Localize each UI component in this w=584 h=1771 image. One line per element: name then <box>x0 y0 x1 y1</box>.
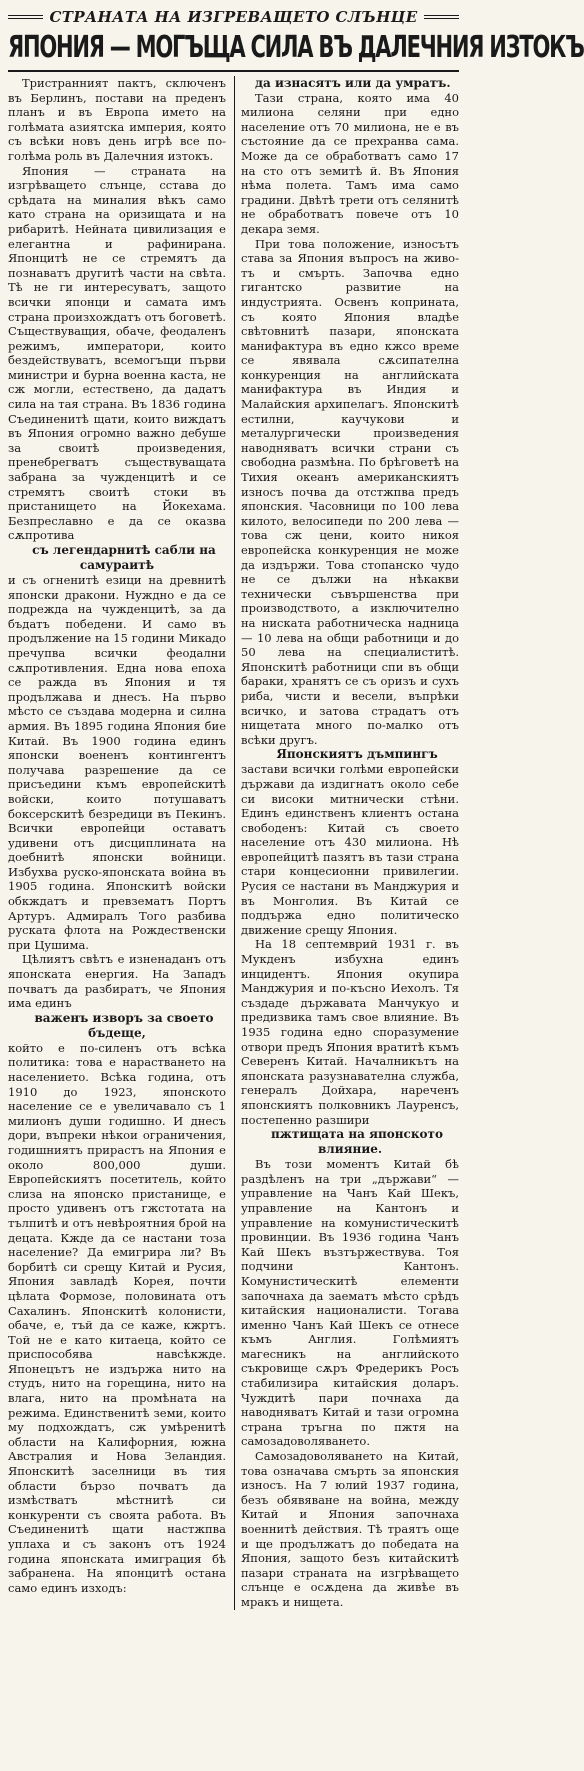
subheading: Японскиятъ дъмпингъ <box>276 747 438 762</box>
section-kicker: СТРАНАТА НА ИЗГРЕВАЩЕТО СЛЪНЦЕ <box>49 8 418 26</box>
kicker-rule-right <box>424 15 459 19</box>
paragraph: и съ огненитѣ езици на древнитѣ японски дракони. Нуждно е да се подрежда на чужденцитѣ, за да бъдатъ победени. И само въ продължение на 15 години Микадо пречупва всички феодални сѫпротивления. Една нова епоха се ражда въ Япония и тя продължава и днесъ. На първо мѣсто се създава модерна и силна армия. Въ 1895 година Япония бие Китай. Въ 1900 година единъ японски воененъ контингентъ получава разрешение да се присъедини къмъ европейскитѣ войски, които потушаватъ боксерскитѣ безредици въ Пекинъ. Всички европейци оставатъ удивени отъ дисциплината на доебнитѣ японски войници. Избухва руско-японската война въ 1905 година. Японскитѣ войски обкждатъ и превзематъ Портъ Артуръ. Адмиралъ Того разбива руската флота на Рождественски при Цушима. <box>8 573 226 952</box>
kicker-rule-left <box>8 15 43 19</box>
article-column-left <box>8 76 226 1610</box>
subheading: важенъ изворъ за своето бъдеще, <box>34 1010 214 1040</box>
paragraph: Япония — страната на изгрѣващето слънце, сстава до срѣдата на миналия вѣкъ само като страна на оризищата и на рибаритѣ. Нейната цивилизация е елегантна и рафинирана. Японцитѣ не се стремятъ да познаватъ другитѣ части на свѣта. Тѣ не ги интересуватъ, защото всички японци и самата имъ страна произхождатъ отъ боговетѣ. Съществуващия, обаче, феодаленъ режимъ, императори, които бездействуватъ, всемогъщи първи министри и бурна военна каста, не сж могли, естествено, да дадатъ сила на тая страна. Въ 1836 година Съединенитѣ щати, които виждатъ въ Япония огромно важно дебуше за своитѣ произведения, пренебрегватъ съществуващата забрана за чужденцитѣ и се стремятъ своитѣ стоки въ пристанището на Йокехама. Безпреславно е да се оказва сѫпротива <box>8 163 226 543</box>
subheading: съ легендарнитѣ сабли на самураитѣ <box>32 543 216 572</box>
paragraph: който е по-силенъ отъ всѣка политика: това е нарастването на населението. Всѣка година, отъ 1910 до 1923, японското население се е увеличавало съ 1 милионъ души годишно. И днесъ дори, въпреки нѣкои ограничения, годишниятъ прирастъ на Япония е около 800,000 души. Европейскиятъ посетитель, който слиза на японско пристанище, е просто удивенъ отъ гжстотата на тълпитѣ и отъ невѣроятния брой на децата. Кжде да се настани тоза население? Да емигрира ли? Въ борбитѣ си срещу Китай и Русия, Япония завладѣ Корея, почти цѣлата Формозе, половината отъ Сахалинъ. Японскитѣ колонисти, обаче, е, тъй да се каже, кжртъ. Той не е като китаеца, който се приспособява навсѣкжде. Японецътъ не издържа нито на студъ, нито на горещина, нито на влага, нито на промѣната на режима. Единственитѣ земи, които му подхождатъ, сж умѣренитѣ области на Калифорния, южна Австралия и Нова Зеландия. Японскитѣ заселници въ тия области бързо почватъ да измѣстватъ мѣстнитѣ си конкуренти съ своята работа. Въ Съединенитѣ щати настжпва уплаха и съ законъ отъ 1924 година японската имиграция бѣ забранена. На японцитѣ остана само единъ изходъ: <box>8 1040 226 1595</box>
article-columns <box>8 70 459 1610</box>
paragraph: Цѣлиятъ свѣтъ е изненаданъ отъ японската енергия. На Западъ почватъ да разбиратъ, че Япония има единъ <box>8 952 226 1011</box>
subheading: да изнасятъ или да умратъ. <box>255 76 451 90</box>
article-headline: ЯПОНИЯ — МОГЪЩА СИЛА ВЪ ДАЛЕЧНИЯ ИЗТОКЪ <box>8 30 584 65</box>
paragraph: На 18 септемврий 1931 г. въ Мукденъ избухна единъ инцидентъ. Япония окупира Манджурия и по-късно Иехолъ. Тя създаде държавата Манчукуо и предизвика тамъ свое влияние. Въ 1935 година едно споразумение отвори предъ Япония вратитѣ къмъ Северенъ Китай. Началникътъ на японската разузнавателна служба, генералъ Дойхара, нареченъ японскиятъ полковникъ Лауренсъ, постепенно разшири <box>241 937 459 1127</box>
paragraph: Самозадоволяването на Китай, това означава смърть за японския износъ. На 7 юлий 1937 година, безъ обявяване на война, между Китай и Япония започнаха военнитѣ действия. Тѣ траятъ още и ще продължатъ до победата на Япония, защото безъ китайскитѣ пазари страната на изгрѣващето слънце е осѫдена да живѣе въ мракъ и нищета. <box>241 1449 459 1609</box>
section-kicker-row <box>8 6 459 28</box>
paragraph: При това положение, износътъ става за Япония въпросъ на животъ и смърть. Започва едно гигантско развитие на индустрията. Освенъ коприната, съ която Япония владѣе свѣтовнитѣ пазари, японската манифактура въ едно кжсо време се явявала сѫсипателна конкуренция на английската манифактура въ Индия и Малайския архипелагъ. Японскитѣ естилни, каучукови и металургически произведения наводняватъ всички страни съ свободна размѣна. По брѣговетѣ на Тихия океанъ американскиятъ износъ почва да отстжпва предъ японския. Часовници по 100 лева килото, велосипеди по 200 лева — това сж цени, които никоя европейска конкуренция не може да издържи. Това стопанско чудо не се дължи на нѣкакви технически съвършенства при производството, а изключително на ниската работническа надница — 10 лева на общи работници и до 50 лева на специалиститѣ. Японскитѣ работници спи въ общи бараки, хранятъ се съ оризъ и сухъ риба, чисти и весели, въпрѣки всичко, и затова страдатъ отъ нищетата много по-малко отъ всѣки другъ. <box>241 236 459 747</box>
paragraph: Тази страна, която има 40 милиона селяни при едно население отъ 70 милиона, не е въ състояние да се прехранва сама. Може да се обработватъ само 17 на сто отъ земитѣ й. Въ Япония нѣма полета. Тамъ има само градини. Двѣтѣ трети отъ селянитѣ не обработватъ повече отъ 10 декара земя. <box>241 90 459 236</box>
paragraph: застави всички голѣми европейски държави да издигнатъ около себе си високи митнически стѣни. Единъ единственъ клиентъ остана свободенъ: Китай съ своето население отъ 430 милиона. Нѣ европейцитѣ пазятъ въ тази страна стари концесионни привилегии. Русия се настани въ Манджурия и въ Монголия. Въ Китай се поддържа едно политическо движение срещу Япония. <box>241 762 459 937</box>
subheading: пжтищата на японското влияние. <box>271 1127 443 1157</box>
article-column-right <box>234 76 459 1610</box>
paragraph: Въ този моментъ Китай бѣ раздѣленъ на три „държави“ — управление на Чанъ Кай Шекъ, управление на Кантонъ и управление на комунистическитѣ провинции. Въ 1936 година Чанъ Кай Шекъ възтържествува. Тоя подчини Кантонъ. Комунистическитѣ елементи започнаха да заематъ мѣсто срѣдъ китайския националисти. Тогава именно Чанъ Кай Шекъ се отнесе къмъ Англия. Голѣмиятъ магесникъ на английското съкровище сѫръ Фредерикъ Росъ стабилизира китайския доларъ. Чуждитѣ пари почнаха да наводняватъ Китай и тази огромна страна тръгна по пжтя на самозадоволяването. <box>241 1157 459 1449</box>
paragraph: Тристранният пактъ, сключенъ въ Берлинъ, постави на преденъ планъ и въ Европа името на голѣмата азиятска империя, която съ всѣки новъ день игрѣ все по-голѣма роль въ Далечния изтокъ. <box>8 76 226 163</box>
